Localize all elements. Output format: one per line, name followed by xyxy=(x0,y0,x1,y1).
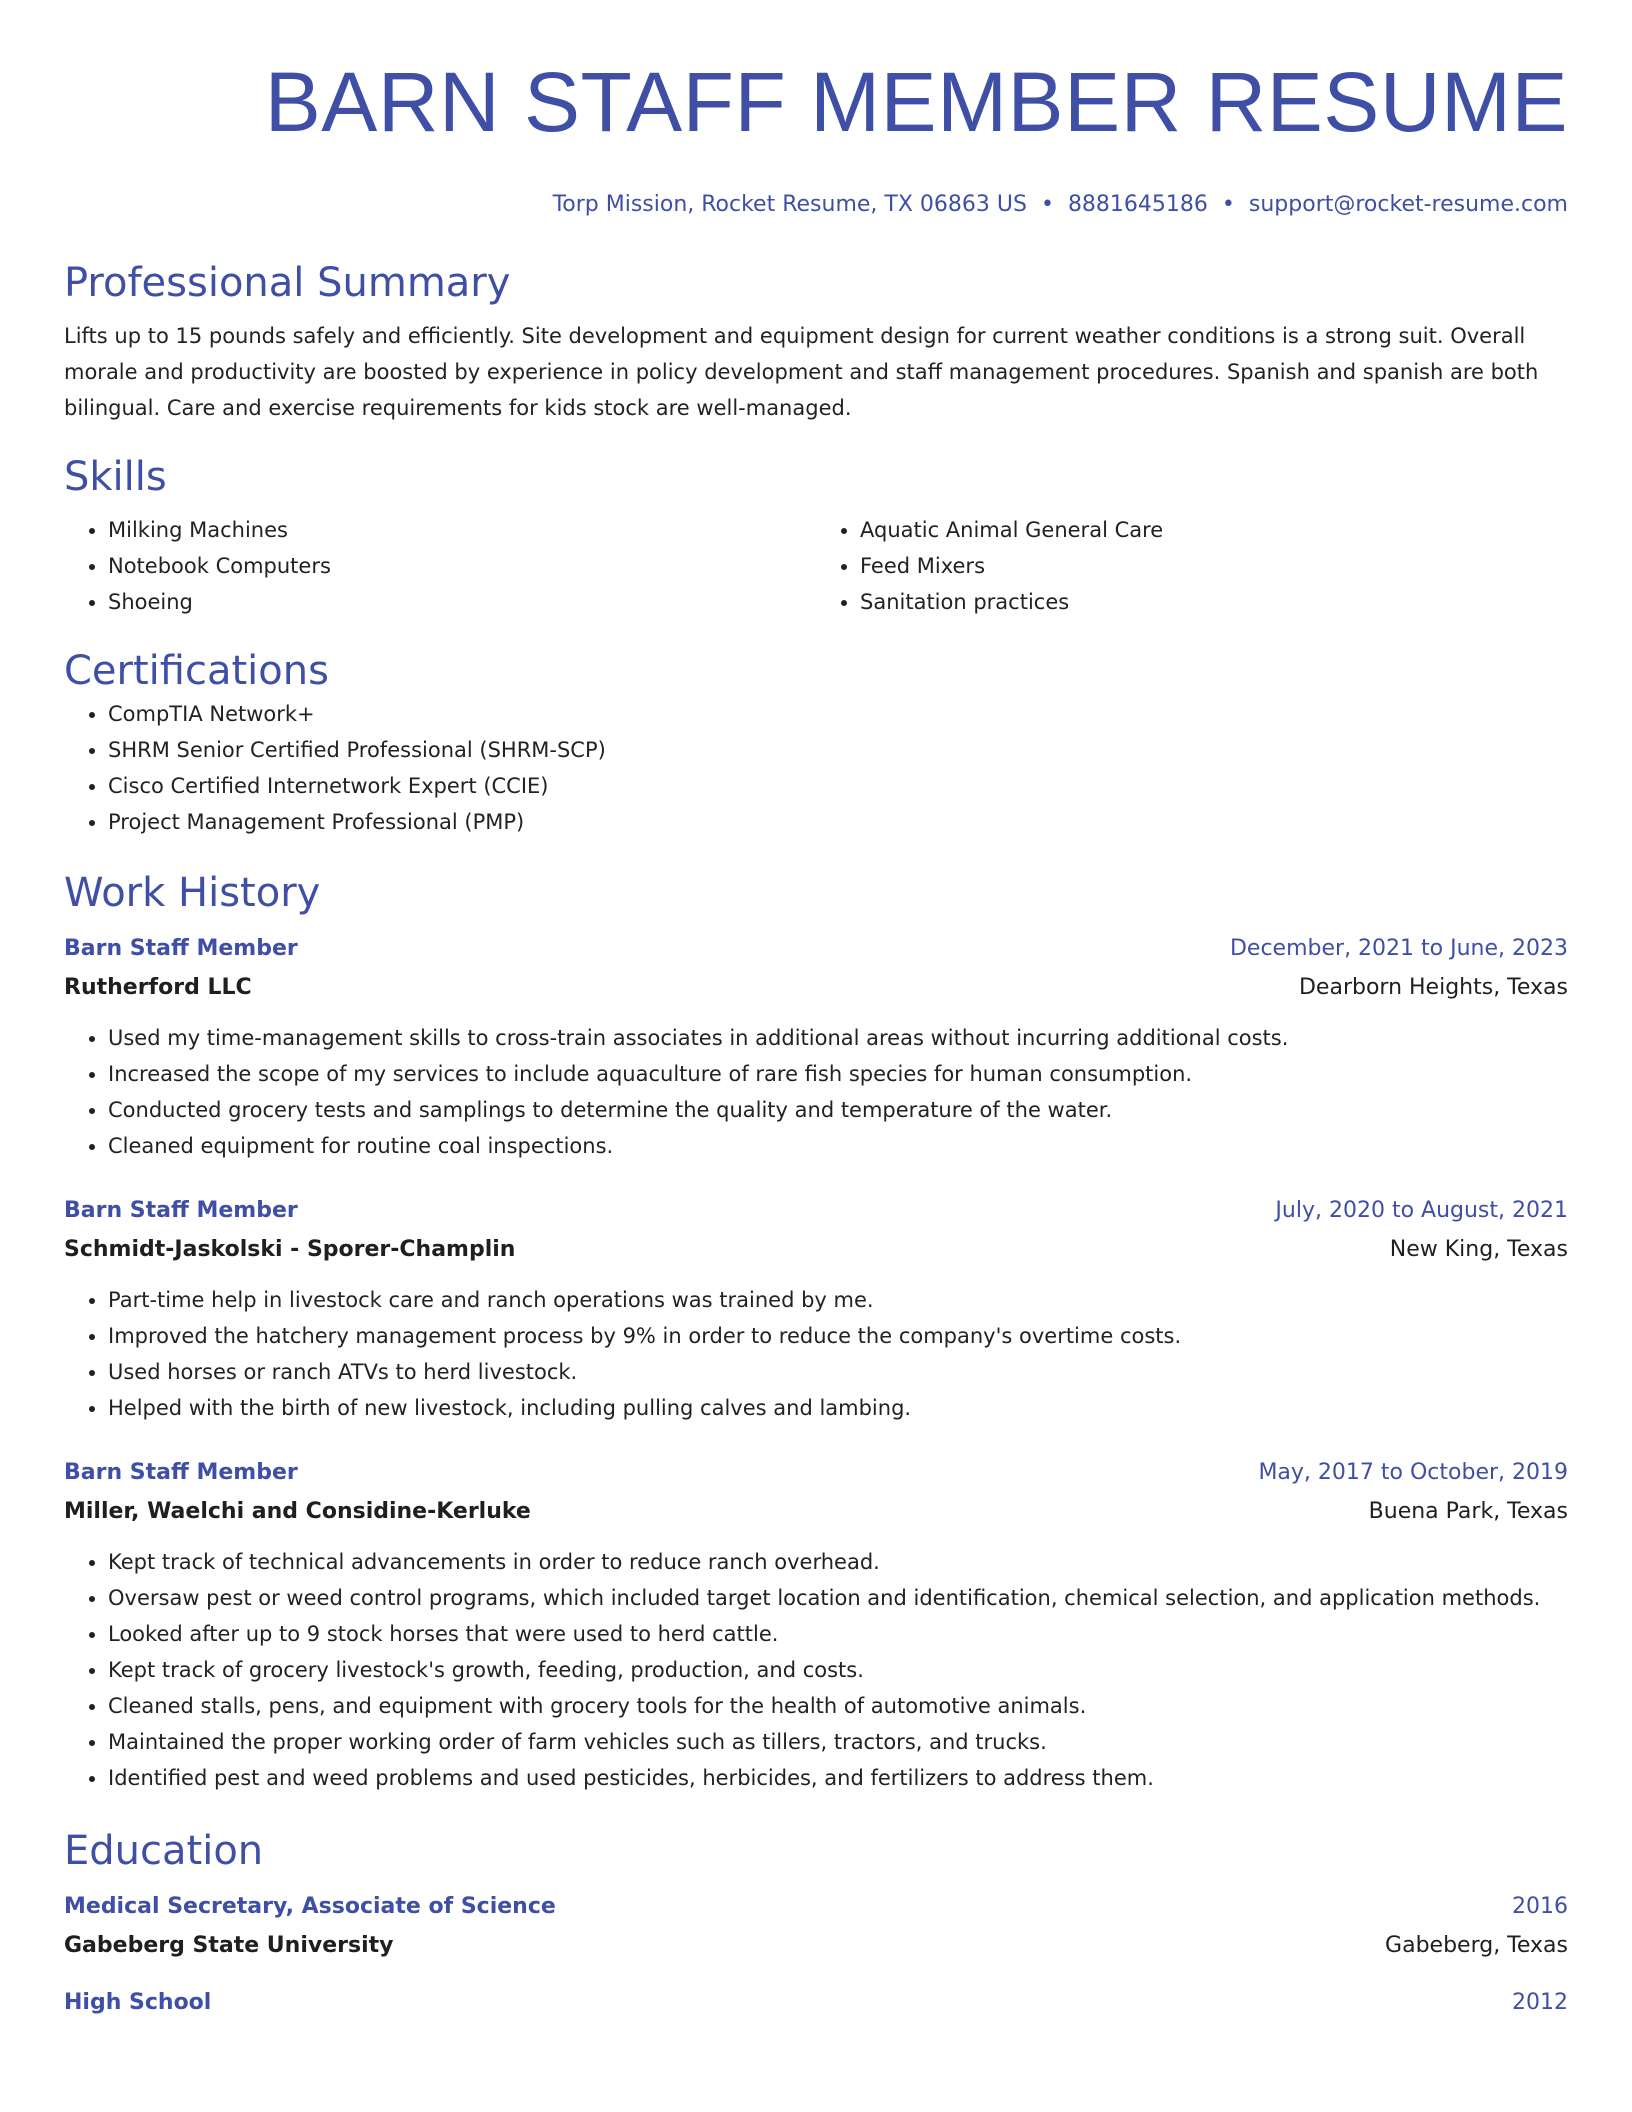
education-entry xyxy=(64,1888,1568,1966)
job-bullet: • Improved the hatchery management process by 9% in order to reduce the company's overtime costs. xyxy=(108,1318,1568,1354)
job-dates: December, 2021 to June, 2023 xyxy=(1229,936,1568,961)
separator-dot: • xyxy=(1040,192,1054,217)
separator-dot: • xyxy=(1221,192,1235,217)
job-bullet: • Kept track of technical advancements in order to reduce ranch overhead. xyxy=(108,1544,1568,1580)
skill-item: • Milking Machines xyxy=(108,512,816,548)
job-entry xyxy=(64,930,1568,1164)
job-bullet: • Cleaned stalls, pens, and equipment with grocery tools for the health of automotive animals. xyxy=(108,1688,1568,1724)
job-dates: July, 2020 to August, 2021 xyxy=(1275,1198,1568,1223)
job-bullet: • Kept track of grocery livestock's growth, feeding, production, and costs. xyxy=(108,1652,1568,1688)
job-location: New King, Texas xyxy=(1389,1237,1568,1262)
certifications-heading: Certifications xyxy=(64,648,329,694)
job-bullet: • Increased the scope of my services to include aquaculture of rare fish species for human consumption. xyxy=(108,1056,1568,1092)
school-location: Gabeberg, Texas xyxy=(1385,1933,1568,1958)
skill-item: • Shoeing xyxy=(108,584,816,620)
skill-item: • Notebook Computers xyxy=(108,548,816,584)
work-history-heading: Work History xyxy=(64,870,321,916)
resume-page xyxy=(64,0,1568,2022)
skills-list-left xyxy=(64,512,816,620)
job-bullets xyxy=(64,1544,1568,1796)
job-bullet: • Identified pest and weed problems and used pesticides, herbicides, and fertilizers to address them. xyxy=(108,1760,1568,1796)
resume-title: BARN STAFF MEMBER RESUME xyxy=(264,55,1568,149)
summary-text: Lifts up to 15 pounds safely and efficiently. Site development and equipment design for current weather conditions is a strong suit. Overall morale and productivity are boosted by experience in policy development and staff management procedures. Spanish and spanish are both bilingual. Care and exercise requirements for kids stock are well-managed. xyxy=(64,324,1539,420)
skills-grid xyxy=(64,512,1568,620)
certification-item: • CompTIA Network+ xyxy=(108,696,1568,732)
job-bullet: • Oversaw pest or weed control programs, which included target location and identification, chemical selection, and application methods. xyxy=(108,1580,1568,1616)
job-bullet: • Looked after up to 9 stock horses that were used to herd cattle. xyxy=(108,1616,1568,1652)
job-dates: May, 2017 to October, 2019 xyxy=(1258,1460,1568,1485)
job-bullet: • Used horses or ranch ATVs to herd livestock. xyxy=(108,1354,1568,1390)
job-entry xyxy=(64,1192,1568,1426)
education-entry xyxy=(64,1984,1568,2022)
job-title: Barn Staff Member xyxy=(64,936,298,961)
degree-name: Medical Secretary, Associate of Science xyxy=(64,1894,556,1919)
degree-name: High School xyxy=(64,1990,212,2015)
company-name: Miller, Waelchi and Considine-Kerluke xyxy=(64,1499,531,1524)
company-name: Rutherford LLC xyxy=(64,975,252,1000)
certification-item: • Cisco Certified Internetwork Expert (CCIE) xyxy=(108,768,1568,804)
skill-item: • Aquatic Animal General Care xyxy=(860,512,1568,548)
job-location: Buena Park, Texas xyxy=(1368,1499,1568,1524)
skills-list-right xyxy=(816,512,1568,620)
contact-line xyxy=(64,190,1568,220)
job-title: Barn Staff Member xyxy=(64,1198,298,1223)
education-heading: Education xyxy=(64,1828,264,1874)
job-title: Barn Staff Member xyxy=(64,1460,298,1485)
contact-email[interactable]: support@rocket-resume.com xyxy=(1248,192,1568,217)
job-bullet: • Part-time help in livestock care and ranch operations was trained by me. xyxy=(108,1282,1568,1318)
job-bullet: • Conducted grocery tests and samplings to determine the quality and temperature of the water. xyxy=(108,1092,1568,1128)
job-bullet: • Helped with the birth of new livestock, including pulling calves and lambing. xyxy=(108,1390,1568,1426)
job-bullets xyxy=(64,1282,1568,1426)
certification-item: • Project Management Professional (PMP) xyxy=(108,804,1568,840)
job-bullet: • Used my time-management skills to cross-train associates in additional areas without incurring additional costs. xyxy=(108,1020,1568,1056)
job-entry xyxy=(64,1454,1568,1796)
contact-address: Torp Mission, Rocket Resume, TX 06863 US xyxy=(552,192,1027,217)
certification-item: • SHRM Senior Certified Professional (SHRM-SCP) xyxy=(108,732,1568,768)
skill-item: • Feed Mixers xyxy=(860,548,1568,584)
certifications-list xyxy=(64,696,1568,840)
company-name: Schmidt-Jaskolski - Sporer-Champlin xyxy=(64,1237,516,1262)
contact-phone: 8881645186 xyxy=(1067,192,1208,217)
job-bullet: • Maintained the proper working order of farm vehicles such as tillers, tractors, and trucks. xyxy=(108,1724,1568,1760)
job-location: Dearborn Heights, Texas xyxy=(1298,975,1568,1000)
job-bullets xyxy=(64,1020,1568,1164)
skill-item: • Sanitation practices xyxy=(860,584,1568,620)
skills-heading: Skills xyxy=(64,454,167,500)
school-name: Gabeberg State University xyxy=(64,1933,394,1958)
education-year: 2012 xyxy=(1512,1990,1568,2015)
summary-heading: Professional Summary xyxy=(64,260,511,306)
education-year: 2016 xyxy=(1512,1894,1568,1919)
job-bullet: • Cleaned equipment for routine coal inspections. xyxy=(108,1128,1568,1164)
